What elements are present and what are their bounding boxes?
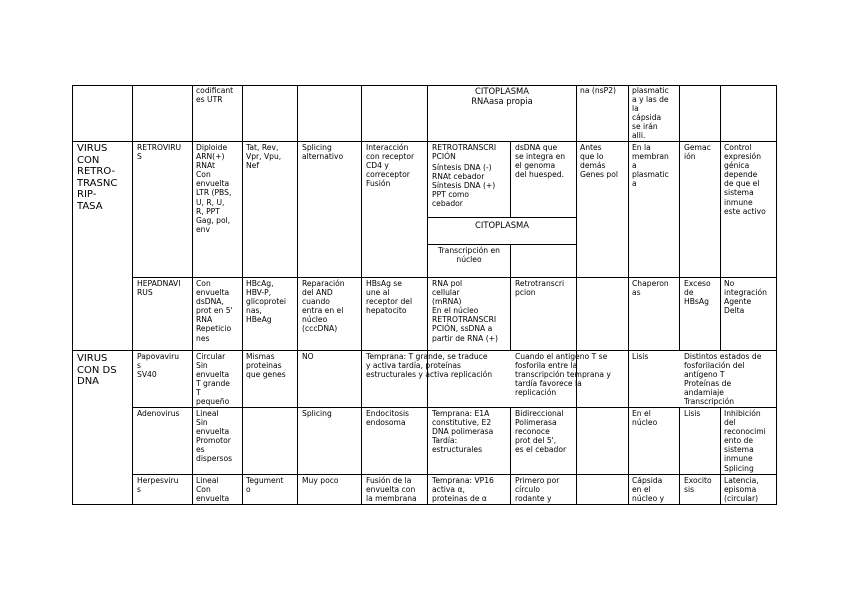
table-rule-cito-a [427,217,576,218]
table-col-rule-11a [720,85,721,351]
cell-r4-c11: Inhibición del reconocimi ento de sistema inmune Splicing [724,409,766,473]
table-rule-cito-b [427,244,576,245]
cell-r2-c7: Retrotranscri pcion [515,279,565,298]
cell-r2-c4: Reparación del AND cuando entra en el núcleo (cccDNA) [302,279,345,334]
cell-r1-c11: Control expresión génica depende de que el sistema inmune este activo [724,143,766,216]
table-col-rule-6 [427,85,428,505]
group-label-ds-dna: VIRUS CON DS DNA [77,353,117,388]
cell-r2-c10: Exceso de HBsAg [684,279,711,307]
cell-r1-c6-top: RETROTRANSCRI PCIÓN [432,143,497,162]
cell-r5-c6: Temprana: VP16 activa α, proteinas de α [432,476,494,504]
table-col-rule-5 [361,85,362,505]
cell-r3-c3: Mismas proteinas que genes [246,352,286,380]
cell-r4-c7: Bidireccional Polimerasa reconoce prot del 5', es el cebador [515,409,567,455]
cell-r1-c67-trans: Transcripción en núcleo [438,246,500,265]
cell-r5-c10: Exocito sis [684,476,712,495]
table-rule-bottom [72,504,776,505]
cell-r0-c6: CITOPLASMA RNAasa propia [471,86,533,106]
cell-r3-c56: Temprana: T grande, se traduce y activa tardía, proteínas estructurales y activa replicación [366,352,493,380]
cell-r2-c11: No integración Agente Delta [724,279,767,316]
cell-r4-c9: En el núcleo [632,409,658,428]
cell-r5-c5: Fusión de la envuelta con la membrana [366,476,417,504]
cell-r4-c10: Lisis [684,409,701,418]
cell-r3-c78: Cuando el antigeno T se fosforila entre la transcripción temprana y tardía favorece la replicación [515,352,611,398]
table-col-rule-9 [628,85,629,505]
cell-r2-c9: Chaperon as [632,279,669,298]
table-col-rule-7c [510,407,511,505]
cell-r1-c67-cito: CITOPLASMA [475,220,529,230]
cell-r4-c5: Endocitosis endosoma [366,409,410,428]
table-col-rule-7b [510,244,511,351]
table-col-rule-2 [192,85,193,505]
table-col-rule-3 [242,85,243,505]
cell-r5-c1: Herpesviru s [137,476,179,495]
cell-r1-c3: Tat, Rev, Vpr, Vpu, Nef [246,143,282,171]
cell-r4-c4: Splicing [302,409,332,418]
cell-r2-c2: Con envuelta dsDNA, prot en 5' RNA Repeticio nes [196,279,233,343]
cell-r0-c2: codificant es UTR [196,86,234,105]
table-col-rule-10a [679,85,680,351]
cell-r5-c2: Lineal Con envuelta [196,476,230,504]
cell-r2-c5: HBsAg se une al receptor del hepatocito [366,279,413,316]
cell-r3-c1011: Distintos estados de fosforilación del antígeno T Proteínas de andamiaje Transcripción [684,352,762,407]
cell-r3-c2: Circular Sin envuelta T grande T pequeño [196,352,230,407]
cell-r5-c11: Latencia, episoma (circular) [724,476,759,504]
cell-r1-c10: Gemac ión [684,143,711,162]
cell-r5-c4: Muy poco [302,476,339,485]
cell-r2-c6: RNA pol cellular (mRNA) En el núcleo RETROTRANSCRI PCIÓN, ssDNA a partir de RNA (+) [432,279,498,343]
table-col-rule-10b [679,407,680,505]
table-col-rule-8 [576,85,577,505]
cell-r1-c6-mid: Síntesis DNA (-) RNAt cebador Síntesis DNA (+) PPT como cebador [432,163,496,209]
table-col-rule-12 [776,85,777,505]
cell-r3-c9: Lisis [632,352,649,361]
cell-r1-c8: Antes que lo demás Genes pol [580,143,618,180]
table-col-rule-7a [510,141,511,218]
table-rule-row3 [72,350,776,351]
cell-r4-c2: Lineal Sin envuelta Promotor es dispersos [196,409,233,464]
table-col-rule-0 [72,85,73,505]
cell-r3-c1: Papovaviru s SV40 [137,352,180,380]
cell-r5-c9: Cápsida en el núcleo y [632,476,665,504]
cell-r0-c9: na (nsP2) [580,86,616,95]
cell-r5-c7: Primero por círculo rodante y [515,476,560,504]
cell-r5-c3: Tegument o [246,476,284,495]
cell-r1-c2: Diploide ARN(+) RNAt Con envuelta LTR (PBS, U, R, U, R, PPT Gag, pol, env [196,143,232,234]
cell-r1-c5: Interacción con receptor CD4 y correceptor Fusión [366,143,415,189]
table-col-rule-4 [297,85,298,505]
cell-r4-c1: Adenovirus [137,409,180,418]
cell-r3-c4: NO [302,352,314,361]
cell-r4-c6: Temprana: E1A constitutive, E2 DNA polimerasa Tardía: estructurales [432,409,494,455]
cell-r2-c1: HEPADNAVI RUS [137,279,181,298]
cell-r1-c1: RETROVIRU S [137,143,182,162]
cell-r2-c3: HBcAg, HBV-P, glicoprotei nas, HBeAg [246,279,287,325]
cell-r1-c9: En la membran a plasmatic a [632,143,669,189]
table-col-rule-1 [132,85,133,505]
group-label-retrotranscriptasa: VIRUS CON RETRO- TRASNC RIP- TASA [77,143,118,212]
cell-r0-c10: plasmatic a y las de la cápsida se irán alli. [632,86,669,141]
cell-r1-c7: dsDNA que se integra en el genoma del huesped. [515,143,566,180]
table-col-rule-11b [720,407,721,505]
cell-r1-c4: Splicing alternativo [302,143,344,162]
table-rule-row1 [72,141,776,142]
